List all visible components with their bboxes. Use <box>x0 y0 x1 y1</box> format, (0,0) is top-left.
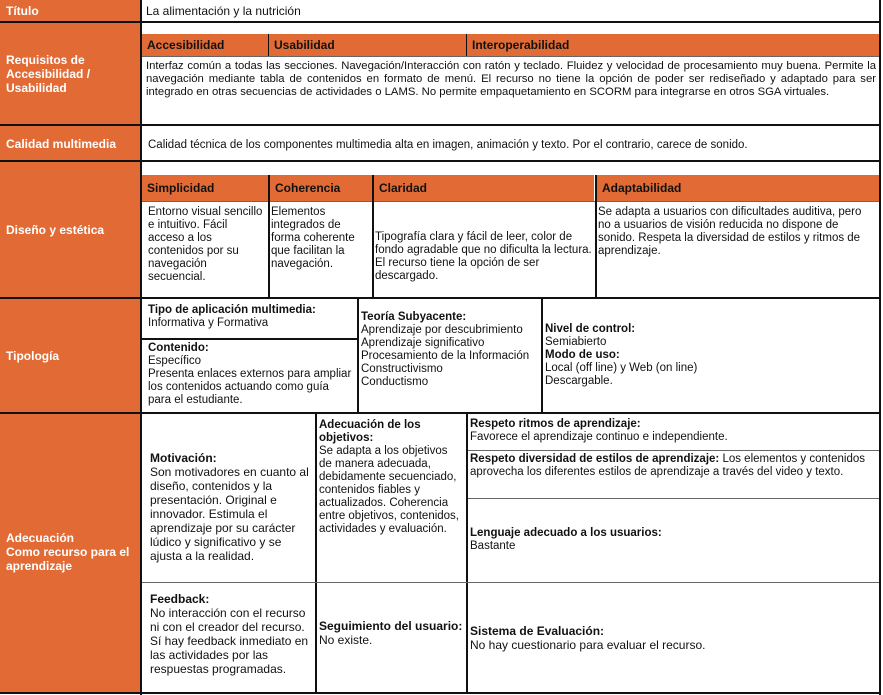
lenguaje-title: Lenguaje adecuado a los usuarios: <box>470 527 662 539</box>
requisitos-text: Interfaz común a todas las secciones. Navegación/Interacción con ratón y teclado. Fluidez y velocidad de procesamiento muy buena. Permite la navegación mediante tabla de contenidos en formato de menú. El recurso no tiene la opción de poder ser rediseñado y adaptado para ser integrado en otras secuencias de actividades o LAMS. No permite empaquetamiento en SCORM para integrarse en otros SGA virtuales. <box>146 60 876 98</box>
ade-hline-diversidad <box>468 498 879 499</box>
req-header-bottom <box>142 56 879 57</box>
modo-title: Modo de uso: <box>545 349 620 361</box>
teoria-subyacente <box>359 309 547 391</box>
nivel-modo <box>543 321 873 390</box>
dis-vline-1 <box>268 175 270 298</box>
evaluacion <box>467 622 877 654</box>
diversidad-title: Respeto diversidad de estilos de aprendizaje: <box>470 453 720 465</box>
header-simplicidad: Simplicidad <box>142 175 268 201</box>
adaptabilidad-text: Se adapta a usuarios con dificultades auditiva, pero no a usuarios de visión reducida no dispone de sonido. Respeta la diversidad de estilos y ritmos de aprendizaje. <box>598 206 862 257</box>
tipo-aplicacion <box>144 302 356 332</box>
row-divider-6 <box>0 692 881 694</box>
header-coherencia: Coherencia <box>270 175 372 201</box>
header-usabilidad: Usabilidad <box>269 34 466 56</box>
dis-header-bottom <box>142 201 879 202</box>
header-claridad: Claridad <box>374 175 594 201</box>
diversidad-text: Los elementos y contenidos aprovecha los diferentes estilos de aprendizaje a través del video y texto. <box>470 453 866 478</box>
teoria-title: Teoría Subyacente: <box>361 311 467 323</box>
tip-vline-2 <box>541 299 543 413</box>
simplicidad-text: Entorno visual sencillo e intuitivo. Fácil acceso a los contenidos por su navegación secuencial. <box>148 206 263 283</box>
motivacion <box>146 449 314 565</box>
feedback-text: No interacción con el recurso ni con el creador del recurso. Sí hay feedback inmediato en las actividades por las respuestas programadas. <box>150 606 309 676</box>
req-vline-2 <box>466 34 467 56</box>
border-right <box>879 0 881 695</box>
contenido-line-1: Específico <box>148 355 202 367</box>
teoria-line-3: Procesamiento de la Información <box>361 350 530 362</box>
header-accesibilidad: Accesibilidad <box>142 34 268 56</box>
contenido-title: Contenido: <box>148 342 209 354</box>
teoria-line-1: Aprendizaje por descubrimiento <box>361 324 523 336</box>
seguimiento-title: Seguimiento del usuario: <box>319 619 463 633</box>
ade-vline-1 <box>315 414 317 693</box>
seguimiento-text: No existe. <box>319 633 373 647</box>
lenguaje <box>467 525 877 555</box>
label-calidad: Calidad multimedia <box>0 126 140 161</box>
row-divider-1 <box>0 21 881 23</box>
row-divider-2 <box>0 124 881 126</box>
objetivos-title: Adecuación de los objetivos: <box>319 419 421 444</box>
nivel-value: Semiabierto <box>545 336 607 348</box>
dis-vline-2 <box>372 175 374 298</box>
teoria-line-4: Constructivismo <box>361 363 443 375</box>
contenido <box>144 340 358 409</box>
nivel-title: Nivel de control: <box>545 323 636 335</box>
ritmos <box>467 416 877 446</box>
tip-vline-1 <box>357 299 359 413</box>
tip-hline-1 <box>142 338 357 340</box>
ade-vline-2 <box>466 414 468 693</box>
label-adecuacion <box>0 414 140 693</box>
header-interoperabilidad: Interoperabilidad <box>467 34 879 56</box>
req-vline-1 <box>268 34 269 56</box>
tipo-aplicacion-title: Tipo de aplicación multimedia: <box>148 304 316 316</box>
claridad-text: Tipografía clara y fácil de leer, color de fondo agradable que no dificulta la lectura. El recurso tiene la opción de ser descargado. <box>375 231 592 282</box>
objetivos-text: Se adapta a los objetivos de manera adecuada, debidamente secuenciado, contenidos fiables y actualizados. Coherencia entre objetivos, contenidos, actividades y evaluación. <box>319 445 460 535</box>
teoria-line-5: Conductismo <box>361 376 429 388</box>
modo-line-2: Descargable. <box>545 375 613 387</box>
teoria-line-2: Aprendizaje significativo <box>361 337 485 349</box>
contenido-line-2: Presenta enlaces externos para ampliar los contenidos actuando como guía para el estudiante. <box>148 368 352 406</box>
objetivos <box>317 417 467 538</box>
label-requisitos: Requisitos de Accesibilidad / Usabilidad <box>0 23 140 125</box>
feedback-title: Feedback: <box>150 592 210 606</box>
row-divider-3 <box>0 160 881 162</box>
feedback <box>146 590 314 678</box>
dis-vline-3 <box>595 175 597 298</box>
ade-hline-motiv <box>142 582 879 583</box>
diversidad <box>467 451 882 481</box>
motivacion-title: Motivación: <box>150 451 217 465</box>
calidad-text: Calidad técnica de los componentes multimedia alta en imagen, animación y texto. Por el contrario, carece de sonido. <box>148 139 748 151</box>
modo-line-1: Local (off line) y Web (on line) <box>545 362 698 374</box>
titulo-value: La alimentación y la nutrición <box>146 4 301 18</box>
label-adecuacion-line2: Como recurso para el aprendizaje <box>6 545 130 573</box>
label-diseno: Diseño y estética <box>0 162 140 298</box>
ritmos-text: Favorece el aprendizaje continuo e independiente. <box>470 431 728 443</box>
label-tipologia: Tipología <box>0 299 140 413</box>
border-label-divider <box>140 0 142 695</box>
lenguaje-text: Bastante <box>470 540 516 552</box>
evaluacion-text: No hay cuestionario para evaluar el recurso. <box>470 638 706 652</box>
tipo-aplicacion-value: Informativa y Formativa <box>148 317 269 329</box>
row-divider-4 <box>0 297 881 299</box>
label-titulo: Título <box>0 0 140 22</box>
coherencia-text: Elementos integrados de forma coherente que facilitan la navegación. <box>271 206 355 270</box>
ade-hline-ritmos <box>468 450 879 451</box>
ritmos-title: Respeto ritmos de aprendizaje: <box>470 418 641 430</box>
seguimiento <box>317 617 467 649</box>
row-divider-5 <box>0 412 881 414</box>
motivacion-text: Son motivadores en cuanto al diseño, contenidos y la presentación. Original e innovador. Estimula el aprendizaje por su carácter lúdico y significativo y se ajusta a la realidad. <box>150 465 309 563</box>
label-adecuacion-line1: Adecuación <box>6 531 75 545</box>
header-adaptabilidad: Adaptabilidad <box>597 175 879 201</box>
evaluacion-title: Sistema de Evaluación: <box>470 624 605 638</box>
